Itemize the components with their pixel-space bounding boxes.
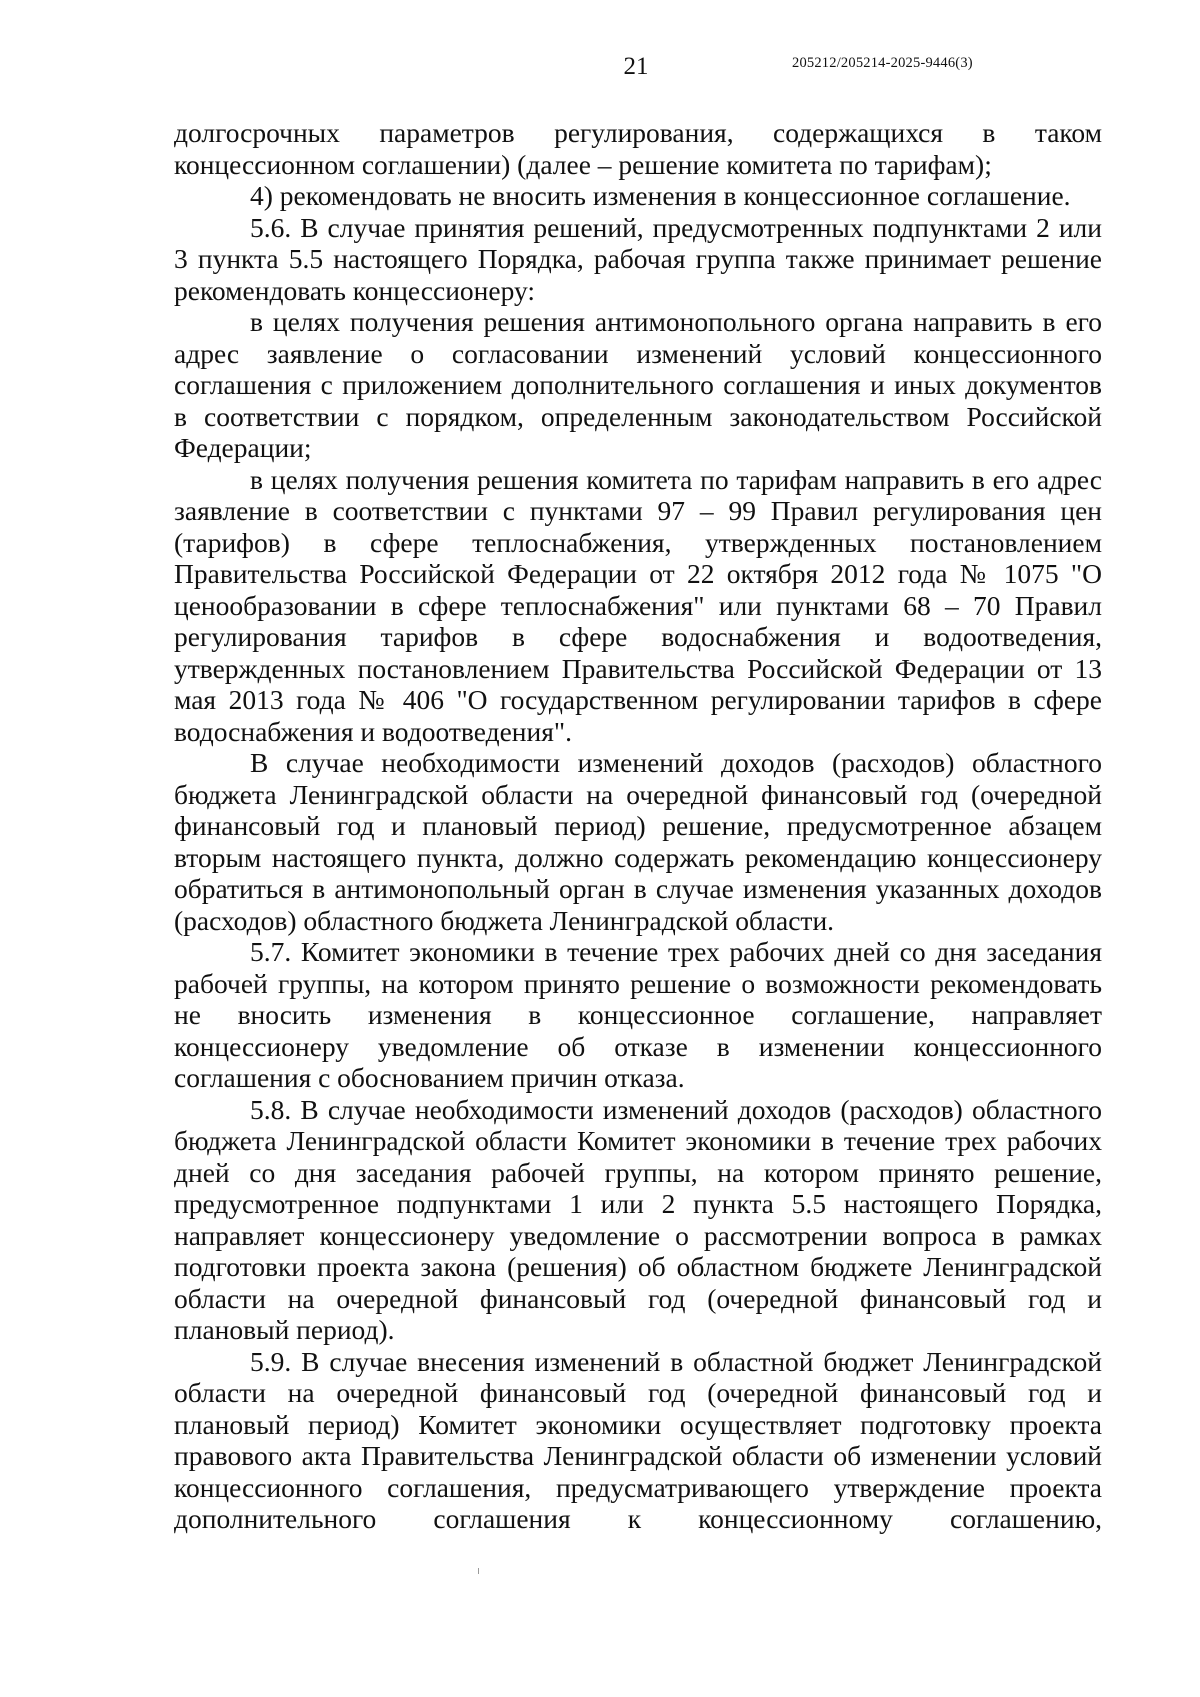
paragraph-continuation: долгосрочных параметров регулирования, содержащихся в таком концессионном соглашении) (далее – решение комитета по тарифам);: [174, 117, 1102, 180]
paragraph-clause-5-8: 5.8. В случае необходимости изменений доходов (расходов) областного бюджета Ленинградской области Комитет экономики в течение трех рабочих дней со дня заседания рабочей группы, на котором принято решение, предусмотренное подпунктами 1 или 2 пункта 5.5 настоящего Порядка, направляет концессионеру уведомление о рассмотрении вопроса в рамках подготовки проекта закона (решения) об областном бюджете Ленинградской области на очередной финансовый год (очередной финансовый год и плановый период).: [174, 1093, 1102, 1345]
paragraph-subitem-4: 4) рекомендовать не вносить изменения в концессионное соглашение.: [250, 180, 1071, 211]
document-body: [174, 117, 1102, 1535]
paragraph-tariff-committee-recommendation: в целях получения решения комитета по тарифам направить в его адрес заявление в соответствии с пунктами 97 – 99 Правил регулирования цен (тарифов) в сфере теплоснабжения, утвержденных постановлением Правительства Российской Федерации от 22 октября 2012 года № 1075 "О ценообразовании в сфере теплоснабжения" или пунктами 68 – 70 Правил регулирования тарифов в сфере водоснабжения и водоотведения, утвержденных постановлением Правительства Российской Федерации от 13 мая 2013 года № 406 "О государственном регулировании тарифов в сфере водоснабжения и водоотведения".: [174, 463, 1102, 747]
document-registration-code: 205212/205214-2025-9446(3): [792, 55, 973, 71]
paragraph-antimonopoly-recommendation: в целях получения решения антимонопольного органа направить в его адрес заявление о согласовании изменений условий концессионного соглашения с приложением дополнительного соглашения и иных документов в соответствии с порядком, определенным законодательством Российской Федерации;: [174, 306, 1102, 463]
scan-artifact: [478, 1568, 479, 1574]
paragraph-budget-change-case: В случае необходимости изменений доходов (расходов) областного бюджета Ленинградской области на очередной финансовый год (очередной финансовый год и плановый период) решение, предусмотренное абзацем вторым настоящего пункта, должно содержать рекомендацию концессионеру обратиться в антимонопольный орган в случае изменения указанных доходов (расходов) областного бюджета Ленинградской области.: [174, 747, 1102, 936]
page-number: 21: [623, 53, 649, 80]
paragraph-clause-5-9: 5.9. В случае внесения изменений в областной бюджет Ленинградской области на очередной финансовый год (очередной финансовый год и плановый период) Комитет экономики осуществляет подготовку проекта правового акта Правительства Ленинградской области об изменении условий концессионного соглашения, предусматривающего утверждение проекта дополнительного соглашения к концессионному соглашению,: [174, 1345, 1102, 1534]
paragraph-clause-5-6: 5.6. В случае принятия решений, предусмотренных подпунктами 2 или 3 пункта 5.5 настоящего Порядка, рабочая группа также принимает решение рекомендовать концессионеру:: [174, 211, 1102, 306]
paragraph-clause-5-7: 5.7. Комитет экономики в течение трех рабочих дней со дня заседания рабочей группы, на котором принято решение о возможности рекомендовать не вносить изменения в концессионное соглашение, направляет концессионеру уведомление об отказе в изменении концессионного соглашения с обоснованием причин отказа.: [174, 936, 1102, 1093]
